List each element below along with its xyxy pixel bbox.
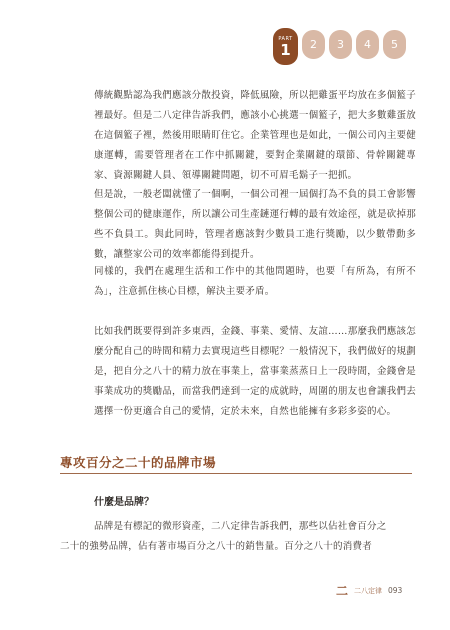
chapter-tab-number: 1 bbox=[280, 40, 291, 59]
body-line: 品牌是有標記的微形資產，二八定律告訴我們，那些以佔社會百分之 bbox=[94, 521, 387, 532]
body-paragraph: 傳統觀點認為我們應該分散投資，降低風險，所以把雞蛋平均放在多個籃子裡最好。但是二八定律告訴我們，應該小心挑選一個籃子，把大多數雞蛋放在這個籃子裡，然後用眼睛盯住它。企業管理也是如此，一個公司內主要健康運轉，需要管理者在工作中抓關鍵，要對企業關鍵的環節、骨幹關鍵專家、資源關鍵人員、領導關鍵問題，切不可眉毛鬍子一把抓。 bbox=[94, 90, 416, 181]
section-divider bbox=[60, 473, 412, 474]
chapter-tab-number: 3 bbox=[337, 38, 344, 51]
section-heading: 專攻百分之二十的品牌市場 bbox=[60, 455, 217, 470]
chapter-tab-kicker: PART bbox=[278, 35, 293, 42]
chapter-tab-4[interactable] bbox=[356, 30, 379, 59]
chapter-tab-number: 4 bbox=[364, 38, 371, 51]
chapter-tabs bbox=[273, 30, 406, 65]
chapter-tab-number: 2 bbox=[310, 38, 317, 51]
body-paragraph: 但是說，一般老闆就懂了一個啊，一個公司裡一屆個打為不負的員工會影響整個公司的健康運作，所以讓公司生產鏈運行轉的最有效途徑，就是砍掉那些不負員工。與此同時，管理者應該對少數員工進行獎勵，以少數帶動多數，讓整家公司的效率都能得到提升。 bbox=[94, 189, 416, 260]
page-number: 093 bbox=[388, 586, 403, 595]
body-paragraph: 同樣的，我們在處理生活和工作中的其他問題時，也要「有所為，有所不為」，注意抓住核心目標，解決主要矛盾。 bbox=[94, 266, 416, 297]
chapter-tab-number: 5 bbox=[391, 38, 398, 51]
book-title: 二八定律 bbox=[354, 586, 383, 595]
body-line: 二十的強勢品牌，佔有著市場百分之八十的銷售量。百分之八十的消費者 bbox=[60, 541, 373, 552]
sub-heading: 什麼是品牌？ bbox=[94, 497, 154, 508]
chapter-tab-5[interactable] bbox=[383, 30, 406, 59]
page-footer bbox=[336, 582, 402, 599]
body-paragraph: 比如我們既要得到許多東西，金錢、事業、愛情、友誼……那麼我們應該怎麼分配自己的時間和精力去實現這些目標呢？一般情況下，我們做好的規劃是，把自分之八十的精力放在事業上，當事業蒸蒸日上一段時間，金錢會是事業成功的獎勵品，而當我們達到一定的成就時，周圍的朋友也會讓我們去選擇一份更適合自己的愛情，定於未來，自然也能擁有多彩多姿的心。 bbox=[94, 326, 416, 417]
chapter-tab-3[interactable] bbox=[329, 30, 352, 59]
body-paragraph bbox=[60, 517, 416, 557]
chapter-tab-2[interactable] bbox=[302, 30, 325, 59]
chapter-tab-1[interactable] bbox=[273, 28, 298, 65]
book-logo: 二 bbox=[336, 584, 349, 598]
